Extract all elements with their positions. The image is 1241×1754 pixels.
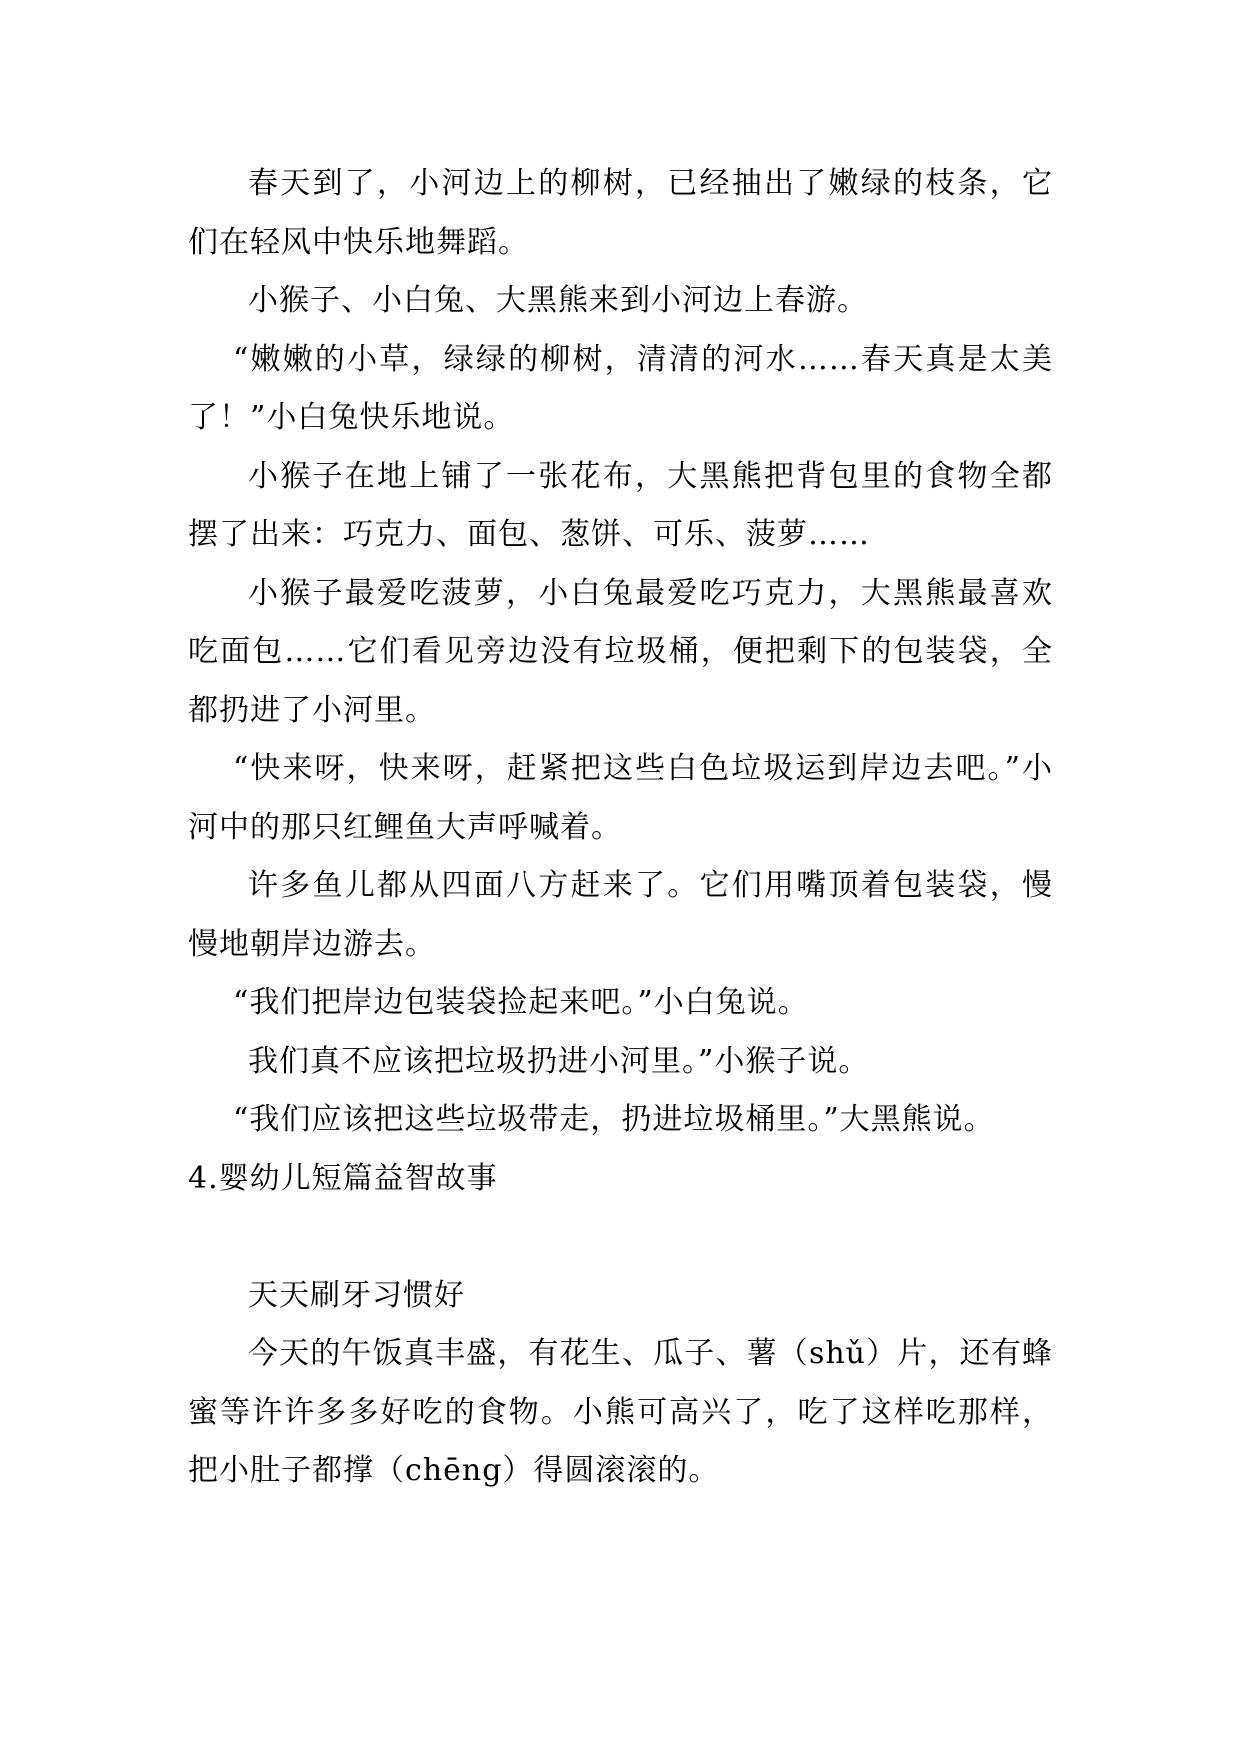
paragraph: 春天到了，小河边上的柳树，已经抽出了嫩绿的枝条，它们在轻风中快乐地舞蹈。 [188, 166, 1053, 260]
document-body [188, 155, 1053, 1501]
paragraph: 小猴子最爱吃菠萝，小白兔最爱吃巧克力，大黑熊最喜欢吃面包……它们看见旁边没有垃圾桶，便把剩下的包装袋，全都扔进了小河里。 [188, 575, 1053, 728]
paragraph: “我们应该把这些垃圾带走，扔进垃圾桶里。”大黑熊说。 [233, 1102, 995, 1137]
paragraph: 今天的午饭真丰盛，有花生、瓜子、薯（shǔ）片，还有蜂蜜等许许多多好吃的食物。小熊可高兴了，吃了这样吃那样，把小肚子都撑（chēng）得圆滚滚的。 [188, 1336, 1053, 1488]
paragraph: “快来呀，快来呀，赶紧把这些白色垃圾运到岸边去吧。”小河中的那只红鲤鱼大声呼喊着。 [188, 751, 1053, 845]
paragraph: 我们真不应该把垃圾扔进小河里。”小猴子说。 [248, 1043, 870, 1079]
paragraph: “嫩嫩的小草，绿绿的柳树，清清的河水……春天真是太美了！”小白兔快乐地说。 [188, 341, 1053, 435]
paragraph: 许多鱼儿都从四面八方赶来了。它们用嘴顶着包装袋，慢慢地朝岸边游去。 [188, 868, 1053, 962]
paragraph: “我们把岸边包装袋捡起来吧。”小白兔说。 [233, 985, 809, 1020]
section-heading: 4.婴幼儿短篇益智故事 [188, 1160, 498, 1196]
paragraph: 小猴子在地上铺了一张花布，大黑熊把背包里的食物全都摆了出来：巧克力、面包、葱饼、可乐、菠萝…… [188, 458, 1053, 552]
story-title: 天天刷牙习惯好 [248, 1277, 465, 1313]
blank-line [188, 1208, 1053, 1267]
paragraph: 小猴子、小白兔、大黑熊来到小河边上春游。 [248, 283, 868, 318]
